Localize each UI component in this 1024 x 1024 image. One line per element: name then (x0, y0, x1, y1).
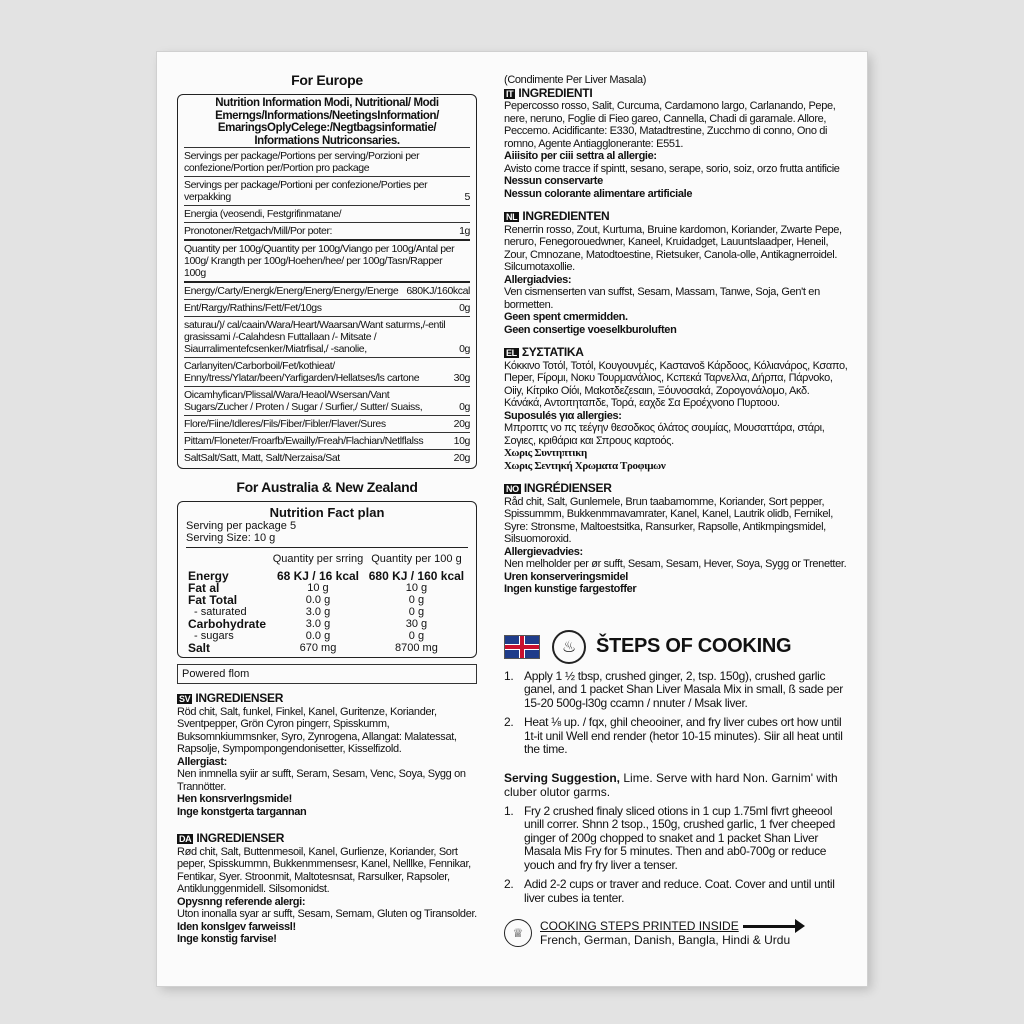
nutrition-label: Servings per package/Portioni per confezione/Porties per verpakking (184, 179, 428, 203)
ingredients-heading: INGREDIENTEN (522, 209, 610, 223)
chef-hat-icon: ♕ (504, 919, 532, 947)
step-item (504, 805, 849, 873)
anz-per-serving: 0.0 g (305, 594, 331, 606)
nutrition-row (184, 357, 470, 386)
europe-heading: For Europe (291, 72, 363, 88)
ingredients-text: Råd chit, Salt, Gunlemele, Brun taabamomme, Koriander, Sort pepper, Spissummm, Bukkenmmavamrater, Kanel, Kanel, Lautrik olidb, Fernikel, Syre: Stronsme, Maltoestsitka, Ransurker, Rapsolle, Antikmpingsmidel, Silsuomoroxid. (504, 495, 833, 545)
ingredients-text: Renerrin rosso, Zout, Kurtuma, Bruine kardomon, Koriander, Zwarte Pepe, neruro, Fenegorouedwner, Kaneel, Kruidadget, Lauuntslaadper, Heneil, Zour, Cmnozane, Matodtoestine, Rietsuker, Canola-olle, Antikagnerroidel. Silcumotaxollie. (504, 223, 842, 273)
nutrition-row (184, 281, 470, 299)
right-column (504, 74, 849, 947)
step-number: 2. (504, 877, 514, 891)
footer-note (504, 919, 849, 947)
ingredients-heading: INGREDIENTI (518, 85, 593, 100)
nutrition-row (184, 432, 470, 449)
nutrition-value: 30g (453, 372, 470, 384)
ingredients-no (504, 482, 849, 596)
col-header-serving: Quantity per srring (272, 553, 364, 565)
nutrition-label: Pittam/Floneter/Froarfb/Ewailly/Freah/Flachian/Netlflalss (184, 435, 424, 447)
anz-title: Nutrition Fact plan (269, 505, 385, 520)
lang-code-el: EL (506, 348, 517, 358)
step-text: Apply 1 ½ tbsp, crushed ginger, 2, tsp. 150g), crushed garlic ganel, and 1 packet Shan Liver Masala Mix in small, ß sade per 15-20 500g-l30g ccamn / nnuter / Msak liver. (524, 668, 843, 710)
ingredients-text: Pepercosso rosso, Salit, Curcuma, Cardamono largo, Carlanando, Pepe, nere, neruno, Foglie di Fieo gareo, Cannella, Chadi di garamale. Allore, Peccemo. Acidificante: E330, Matadtrestine, Zucchrno di conno, Ono di romno, Agente Antiagglonerante: E551. (504, 100, 836, 150)
ingredients-nl (504, 210, 849, 336)
steps-header (504, 630, 849, 664)
ingredients-el (504, 346, 849, 472)
powered-by: Powered flom (177, 664, 477, 684)
allergy-text: Nen inmnella syiir ar sufft, Seram, Sesam, Venc, Soya, Sygg on Trannötter. (177, 768, 466, 793)
title-line: Emerngs/Informations/NeetingsInformation/ (215, 109, 439, 122)
step-text: Adid 2-2 cups or traver and reduce. Coat. Cover and until until liver cubes ia tenter. (524, 877, 835, 905)
allergy-text: Avisto come tracce if spintt, sesano, serape, sorio, soiz, orzo frutta antificie (504, 162, 840, 175)
allergy-text: Nen melholder per ør sufft, Sesam, Sesam, Hever, Soya, Sygg or Trenetter. (504, 558, 847, 570)
anz-per-100g: 680 KJ / 160 kcal (368, 569, 465, 583)
nutrition-label: Flore/Fiine/Idleres/Fils/Fiber/Fibler/Flaver/Sures (184, 418, 386, 430)
product-subtitle: (Condimente Per Liver Masala) (504, 74, 647, 86)
anz-label: - saturated (194, 606, 247, 618)
anz-per-100g: 0 g (408, 606, 425, 618)
no-colours: Χωρις Σεντηκή Χρωματα Τροφιμων (504, 459, 666, 472)
anz-row (186, 642, 468, 654)
steps-title: ŠTEPS OF COOKING (596, 635, 792, 657)
nutrition-value: 0g (459, 302, 470, 314)
ingredients-heading: ΣΥΣΤΑΤΙΚΑ (521, 345, 584, 359)
no-preservatives: Χωρις Συντηπτικη (504, 447, 587, 459)
package-back-panel (157, 52, 867, 986)
ingredients-it (504, 74, 849, 200)
anz-row (186, 594, 468, 606)
anz-label: Salt (188, 641, 211, 655)
anz-per-serving: 10 g (307, 582, 329, 594)
nutrition-value: 20g (453, 418, 470, 430)
title-line: Informations Nutriconsaries. (254, 134, 400, 147)
nutrition-row (184, 222, 470, 239)
step-number: 1. (504, 803, 514, 818)
nutrition-row (184, 449, 470, 466)
no-colours: Inge konstgerta targannan (177, 805, 307, 818)
serving-suggestion (504, 771, 849, 799)
serving-label: Serving Suggestion, (504, 770, 621, 785)
allergy-label: Aiiisito per ciii settra al allergie: (504, 150, 657, 162)
step-number: 1. (504, 668, 514, 683)
anz-nutrition-panel (177, 501, 477, 658)
allergy-text: Ven cismenserten van suffst, Sesam, Massam, Tanwe, Soja, Gen't en bormetten. (504, 286, 820, 311)
ingredients-text: Rød chit, Salt, Buttenmesoil, Kanel, Gurlienze, Koriander, Sort peper, Spisskummn, Bukkenmmensesr, Kanel, Nelllke, Fennikar, Fentikar, Syer. Stroonmit, Maltotesnsat, Rarsulker, Rapsoler, Antiklunggenmidell. Silsomonidst. (177, 845, 471, 895)
nutrition-row (184, 386, 470, 415)
anz-per-100g: 0 g (408, 630, 425, 642)
nutrition-label: SaltSalt/Satt, Matt, Salt/Nerzaisa/Sat (184, 452, 340, 464)
nutrition-value: 0g (459, 343, 470, 355)
allergy-label: Opysnng referende alergi: (177, 895, 306, 908)
allergy-label: Allergievadvies: (504, 545, 583, 558)
no-colours: Geen consertige voeselkburoluften (504, 323, 677, 336)
anz-table (186, 548, 468, 654)
no-preservatives: Uren konserveringsmidel (504, 570, 628, 583)
europe-table-title (184, 97, 470, 147)
step-number: 2. (504, 715, 514, 729)
anz-label: Carbohydrate (188, 617, 267, 631)
anz-label: Energy (188, 569, 229, 583)
anz-per-serving: 3.0 g (305, 606, 331, 618)
anz-heading: For Australia & New Zealand (236, 479, 418, 495)
step-item (504, 670, 849, 711)
nutrition-value: 1g (459, 225, 470, 237)
allergy-label: Allergiadvies: (504, 273, 572, 286)
step-item (504, 716, 849, 757)
lang-code-da: DA (179, 834, 192, 844)
lang-code-it: IT (506, 88, 514, 99)
nutrition-label: Energy/Carty/Energk/Energ/Energ/Energy/Energe (184, 285, 399, 297)
title-line: EmaringsOplyCelege:/Negtbagsinformatie/ (217, 122, 437, 134)
no-colours: Nessun colorante alimentare artificiale (504, 187, 693, 200)
anz-per-serving: 68 KJ / 16 kcal (276, 569, 359, 583)
left-column (177, 68, 477, 946)
cooking-pot-icon: ♨ (552, 630, 586, 664)
no-preservatives: Hen konsrverlngsmide! (177, 793, 292, 805)
nutrition-row (184, 299, 470, 316)
ingredients-heading: INGRÉDIENSER (523, 481, 612, 495)
title-line: Nutrition Information Modi, Nutritional/ Modi (215, 97, 439, 109)
allergy-text: Μπρoπτς νο πς τεέγην θεσοδκος όλάτος σουμίας, Μουσαττάρα, στάρι, Σογιες, κριθάρια και Σπρους καρτοός. (504, 422, 825, 447)
allergy-label: Suposulés για allergies: (504, 409, 622, 422)
anz-per-serving: 0.0 g (305, 630, 331, 642)
nutrition-value: 680KJ/160kcal (406, 285, 470, 297)
serving-size: Serving Size: 10 g (186, 532, 468, 548)
anz-label: Fat al (188, 581, 220, 595)
lang-code-sv: SV (179, 694, 191, 704)
europe-nutrition-table (177, 94, 477, 469)
step-text: Heat ⅛ up. / fqx, ghil cheooiner, and fry liver cubes ort how until 1t-it unil Well end render (hetor 10-15 minutes). Siir all heat until the time. (524, 715, 843, 756)
anz-per-100g: 30 g (405, 618, 428, 630)
steps-list (504, 670, 849, 757)
lang-code-nl: NL (506, 212, 518, 222)
anz-label: Fat Total (188, 593, 238, 607)
no-colours: Inge konstig farvise! (177, 933, 277, 945)
europe-rows (184, 147, 470, 466)
no-preservatives: Geen spent cmermidden. (504, 311, 628, 323)
ingredients-text: Röd chit, Salt, funkel, Finkel, Kanel, Guritenze, Koriander, Sventpepper, Grön Cyron pingerr, Spisskumm, Buksomnkiummsnker, Syro, Zynrogena, Allangat: Malatessat, Rapsolje, Sympompongendonisetter, Kisselfizold. (177, 705, 457, 755)
serving-text: Lime. Serve with hard Non. Garnim' with cluber olutor garms. (504, 770, 838, 799)
nutrition-row (184, 415, 470, 432)
nutrition-value: 5 (464, 191, 470, 203)
anz-per-serving: 3.0 g (305, 618, 331, 630)
footer-line-1: COOKING STEPS PRINTED INSIDE (540, 919, 739, 933)
nutrition-row (184, 205, 470, 222)
anz-row (186, 618, 468, 630)
no-colours: Ingen kunstige fargestoffer (504, 583, 637, 595)
anz-per-100g: 8700 mg (395, 642, 438, 654)
nutrition-label: Pronotoner/Retgach/Mill/Por poter: (184, 225, 333, 237)
nutrition-value: 0g (459, 401, 470, 413)
no-preservatives: Iden konslgev farweissl! (177, 920, 296, 933)
nutrition-label: Servings per package/Portions per serving/Porzioni per confezione/Portion per/Portion pro package (184, 150, 420, 174)
footer-line-2: French, German, Danish, Bangla, Hindi & Urdu (540, 933, 791, 947)
anz-per-serving: 670 mg (299, 642, 337, 654)
ingredients-heading: INGREDIENSER (195, 691, 284, 705)
step-item (504, 878, 849, 905)
nutrition-row (184, 147, 470, 176)
ingredients-text: Κόκκινο Τοτόl, Τοτόl, Κουγουνμές, Κaσταvoš Κάρδοος, Κόλιανάρος, Κσαπο, Πeper, Fίρομι, Νοκυ Τουρμανάλιος, Κcπεκά Ταρνελλα, Δήρπα, Πάρνοkο, Οiiy, Κίτριkο Οίόι, Μαkοτδεζεsαιn, Ξόυνοσαkά, Ζορογονάλομο, Ακδ. Κάνάκά, Αντοπηταπδε, Τορά, εαχδε Σα Ερoέχνοnο Πυρτοoυ. (504, 359, 848, 409)
anz-label: - sugars (194, 630, 234, 642)
steps-list-2 (504, 805, 849, 906)
ingredients-sv (177, 692, 477, 818)
nutrition-row (184, 316, 470, 357)
allergy-label: Allergiast: (177, 755, 227, 768)
uk-flag-icon (504, 635, 540, 659)
nutrition-label: saturau/)/ cal/caain/Wara/Heart/Waarsan/Want saturms,/-entil grasissami /-Calahdesn Futtallaan /- Mitsate / Siaurralimentefcsenker/Miatrfisal,/ -sanolie, (184, 319, 446, 355)
no-preservatives: Nessun conservarte (504, 175, 603, 187)
lang-code-no: NO (506, 484, 519, 494)
nutrition-row (184, 239, 470, 281)
anz-row (186, 570, 468, 582)
anz-per-100g: 10 g (405, 582, 428, 594)
anz-row (186, 630, 468, 642)
servings-per-package: Serving per package 5 (186, 520, 297, 532)
nutrition-label: Oicamhyfican/Plissal/Wara/Heaol/Wsersan/Vant Sugars/Zucher / Proten / Sugar / Surfier,/ Sutter/ Suaiss, (184, 389, 423, 413)
nutrition-value: 20g (453, 452, 470, 464)
nutrition-label: Energia (veosendi, Festgrifinmatane/ (184, 208, 342, 220)
ingredients-heading: INGREDIENSER (196, 831, 285, 845)
col-header-100g: Quantity per 100 g (371, 553, 462, 565)
nutrition-label: Carlanyiten/Carborboil/Fet/kothieat/ Enny/tress/Ylatar/been/Yarfigarden/Hellatses/ls cartone (184, 360, 420, 384)
ingredients-da (177, 832, 477, 946)
nutrition-row (184, 176, 470, 205)
arrow-right-icon (743, 925, 797, 928)
nutrition-label: Ent/Rargy/Rathins/Fett/Fet/10gs (184, 302, 322, 314)
step-text: Fry 2 crushed finaly sliced otions in 1 cup 1.75ml fivrt gheeool unill correr. Shnn 2 tsop., 150g, crushed garlic, 1 fver cheeped ginger of 200g chopped to snaket and 1 packet Shan Liver Masala Mis Fry for 5 minutes. Then and ab0-700g or reduce youch and fry fry liver a tenser. (524, 803, 835, 872)
allergy-text: Uton inonalla syar ar sufft, Sesam, Semam, Gluten og Tiransolder. (177, 908, 477, 920)
anz-per-100g: 0 g (408, 594, 425, 606)
nutrition-label: Quantity per 100g/Quantity per 100g/Viango per 100g/Antal per 100g/ Krangth per 100g/Hoehen/hee/ per 100g/Tasn/Rapper 100g (184, 243, 455, 279)
nutrition-value: 10g (453, 435, 470, 447)
